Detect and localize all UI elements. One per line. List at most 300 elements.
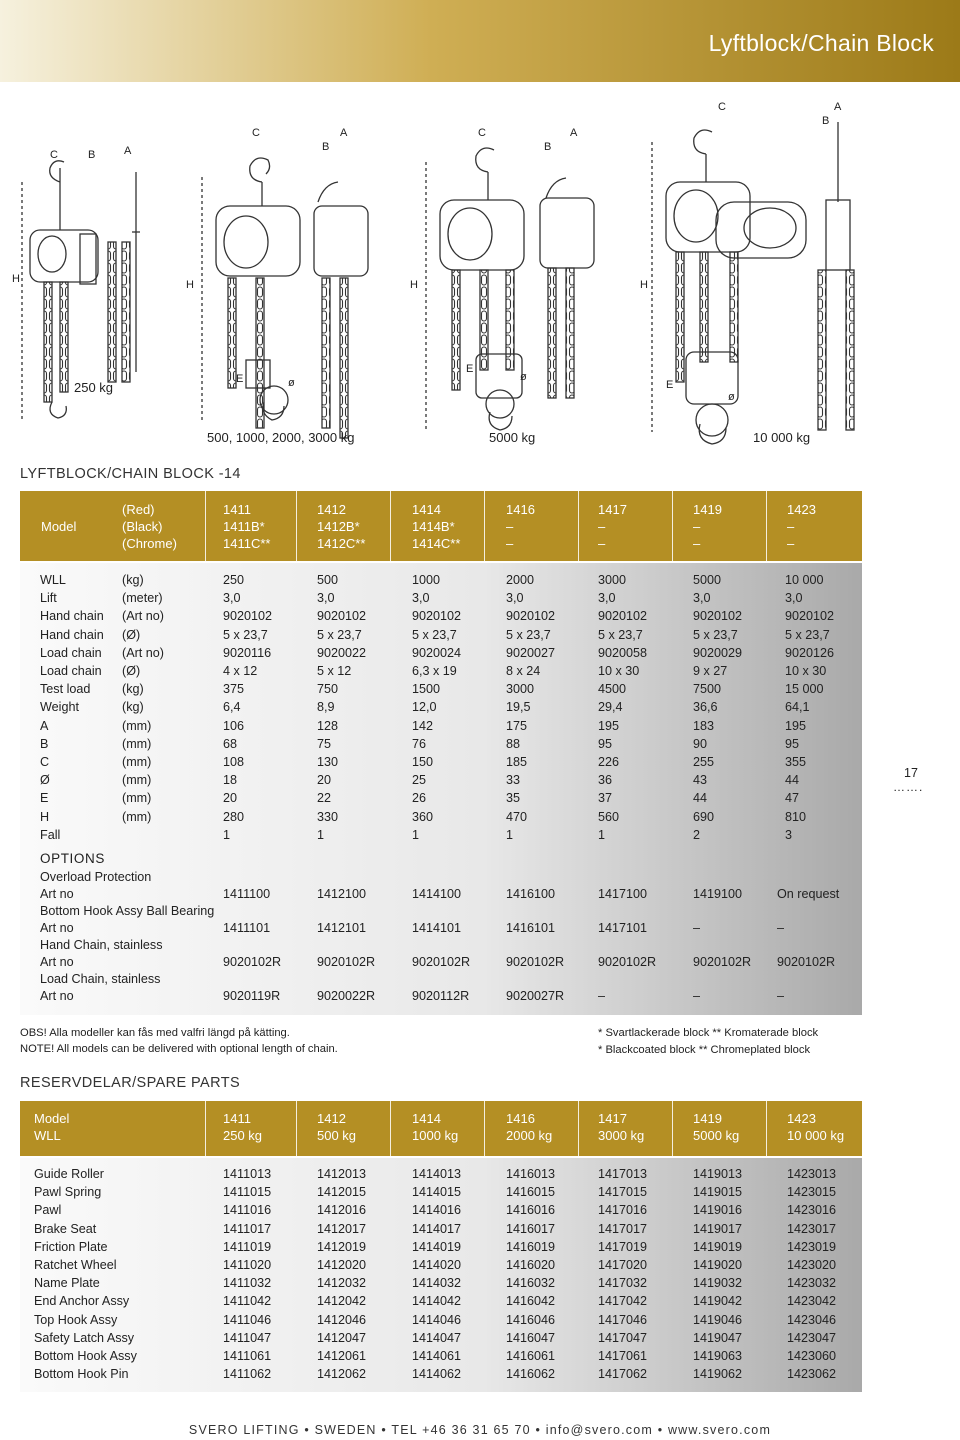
- spare-cell: 1416062: [506, 1367, 556, 1382]
- spec-cell: 9020116: [223, 645, 272, 660]
- option-cell: –: [598, 989, 606, 1003]
- spare-cell: 1414032: [412, 1276, 462, 1291]
- caption-5000kg: 5000 kg: [489, 430, 536, 445]
- caption-250kg: 250 kg: [74, 380, 114, 395]
- spare-section-title: RESERVDELAR/SPARE PARTS: [20, 1075, 241, 1091]
- spare-model-cell: 1411: [223, 1111, 251, 1126]
- spec-cell: 128: [317, 718, 339, 733]
- spare-header: [20, 1101, 862, 1156]
- spare-cell: 1412042: [317, 1294, 367, 1309]
- block-500-3000kg-drawing: [202, 158, 368, 438]
- spec-cell: 26: [412, 791, 427, 806]
- spec-cell: 9020102: [412, 609, 462, 624]
- footer-contact: SVERO LIFTING • SWEDEN • TEL +46 36 31 65 70 • info@svero.com • www.svero.com: [188, 1423, 772, 1437]
- spare-row-label: Pawl: [34, 1203, 62, 1218]
- spec-cell: 108: [223, 755, 245, 769]
- spare-cell: 1416042: [506, 1294, 556, 1309]
- spec-cell: 142: [412, 718, 434, 733]
- option-art-label: Art no: [40, 989, 74, 1003]
- spec-cell: 90: [693, 736, 708, 751]
- spare-cell: 1414016: [412, 1203, 462, 1218]
- spec-cell: 44: [693, 791, 708, 806]
- spec-row-unit: (kg): [122, 573, 144, 587]
- spec-cell: 106: [223, 718, 245, 733]
- spec-cell: 37: [598, 791, 613, 806]
- spec-row-label: C: [40, 755, 50, 769]
- spare-cell: 1423042: [787, 1294, 837, 1309]
- spare-cell: 1414062: [412, 1367, 462, 1382]
- note-finish-en: * Blackcoated block ** Chromeplated block: [598, 1044, 811, 1056]
- spec-cell: 1: [412, 827, 420, 842]
- spare-cell: 1423047: [787, 1330, 837, 1345]
- label-a: A: [570, 127, 578, 139]
- spare-cell: 1419062: [693, 1367, 743, 1382]
- spare-cell: 1416015: [506, 1185, 556, 1200]
- spec-cell: 20: [317, 773, 332, 788]
- spec-cell: 9020102: [223, 609, 273, 624]
- spare-cell: 1411015: [223, 1185, 272, 1200]
- spec-row-label: B: [40, 736, 49, 751]
- spare-cell: 1412020: [317, 1258, 367, 1272]
- spec-cell: 5 x 23,7: [598, 627, 643, 642]
- spec-cell: 8,9: [317, 700, 335, 715]
- spec-cell: 3,0: [506, 591, 524, 606]
- label-c: C: [50, 149, 58, 161]
- caption-500-3000kg: 500, 1000, 2000, 3000 kg: [207, 430, 355, 445]
- spec-cell: 183: [693, 718, 715, 733]
- spec-row-label: H: [40, 809, 50, 824]
- spare-cell: 1423016: [787, 1203, 837, 1218]
- variant-chrome: (Chrome): [122, 536, 177, 551]
- spare-wll-label: WLL: [34, 1128, 61, 1143]
- spec-row-label: Fall: [40, 827, 61, 842]
- spec-row-label: Ø: [40, 773, 50, 788]
- spec-cell: 330: [317, 809, 339, 824]
- model-cell: 1423: [787, 502, 816, 517]
- spec-cell: 690: [693, 809, 715, 824]
- spare-cell: 1417020: [598, 1258, 648, 1272]
- spare-cell: 1412047: [317, 1330, 367, 1345]
- spare-cell: 1412015: [317, 1185, 367, 1200]
- model-cell: 1416: [506, 502, 535, 517]
- model-cell: –: [506, 519, 514, 534]
- option-cell: 1419100: [693, 887, 743, 901]
- option-cell: 1417100: [598, 887, 648, 901]
- spare-model-cell: 1419: [693, 1111, 722, 1126]
- spec-table-body: [20, 563, 862, 1015]
- spare-cell: 1412017: [317, 1221, 367, 1236]
- spec-cell: 1000: [412, 573, 441, 587]
- spare-cell: 1417013: [598, 1167, 648, 1181]
- option-title: Overload Protection: [40, 870, 152, 884]
- spec-cell: 255: [693, 755, 715, 769]
- option-cell: On request: [777, 887, 840, 901]
- spec-cell: 9020102: [598, 609, 648, 624]
- spare-cell: 1411046: [223, 1312, 272, 1327]
- spare-cell: 1416032: [506, 1276, 556, 1291]
- spec-cell: 6,4: [223, 700, 241, 715]
- spare-model-cell: 1414: [412, 1111, 441, 1126]
- spec-row-unit: (mm): [122, 718, 152, 733]
- spec-cell: 20: [223, 791, 238, 806]
- spec-row-label: Load chain: [40, 664, 102, 678]
- spec-row-label: WLL: [40, 573, 66, 587]
- spare-cell: 1411062: [223, 1367, 272, 1382]
- spec-cell: 10 x 30: [785, 664, 827, 678]
- label-e: E: [236, 373, 244, 385]
- spare-model-cell: 1417: [598, 1111, 627, 1126]
- spec-row-label: Hand chain: [40, 609, 104, 624]
- label-h: H: [186, 279, 194, 291]
- spec-cell: 25: [412, 773, 427, 788]
- option-cell: –: [693, 921, 701, 935]
- spec-row-unit: (Ø): [122, 627, 141, 642]
- model-cell: 1412C**: [317, 536, 366, 551]
- model-cell: 1419: [693, 502, 722, 517]
- spec-cell: 43: [693, 773, 708, 788]
- option-cell: 9020119R: [223, 989, 281, 1003]
- spare-model-label: Model: [34, 1111, 70, 1126]
- spare-cell: 1423020: [787, 1258, 837, 1272]
- model-cell: 1412B*: [317, 519, 360, 534]
- spare-cell: 1417032: [598, 1276, 648, 1291]
- spec-row-unit: (kg): [122, 682, 144, 697]
- spare-model-cell: 1412: [317, 1111, 346, 1126]
- spec-cell: 5000: [693, 573, 722, 587]
- spec-cell: 2000: [506, 573, 535, 587]
- spare-cell: 1419016: [693, 1203, 743, 1218]
- spare-row-label: Pawl Spring: [34, 1185, 102, 1200]
- spare-cell: 1414020: [412, 1258, 462, 1272]
- spec-cell: 1: [598, 827, 606, 842]
- spec-cell: 88: [506, 736, 521, 751]
- model-cell: 1411B*: [223, 519, 265, 534]
- spare-cell: 1417016: [598, 1203, 648, 1218]
- model-cell: 1414B*: [412, 519, 455, 534]
- model-cell: –: [506, 536, 514, 551]
- spec-cell: 1: [317, 827, 325, 842]
- spare-row-label: Top Hook Assy: [34, 1312, 118, 1327]
- spec-cell: 175: [506, 718, 528, 733]
- spare-cell: 1417047: [598, 1330, 648, 1345]
- spare-cell: 1414061: [412, 1349, 462, 1363]
- spec-cell: 3,0: [412, 591, 430, 606]
- page-number: 17: [904, 766, 918, 780]
- spare-cell: 1411019: [223, 1239, 272, 1254]
- spare-cell: 1414013: [412, 1167, 462, 1181]
- spec-cell: 10 000: [785, 573, 824, 587]
- spare-row-label: End Anchor Assy: [34, 1294, 130, 1309]
- spec-cell: 5 x 23,7: [785, 627, 830, 642]
- spare-cell: 1416019: [506, 1239, 556, 1254]
- page-title: Lyftblock/Chain Block: [708, 30, 934, 56]
- spec-cell: 9 x 27: [693, 664, 728, 678]
- spec-cell: 3,0: [693, 591, 711, 606]
- spare-table-body: [20, 1158, 862, 1392]
- spare-cell: 1411032: [223, 1276, 272, 1291]
- option-cell: 9020102R: [412, 955, 471, 969]
- spec-cell: 44: [785, 773, 800, 788]
- spec-cell: 3,0: [317, 591, 335, 606]
- option-cell: 9020102R: [693, 955, 752, 969]
- spare-cell: 1414046: [412, 1312, 462, 1327]
- spec-cell: 250: [223, 573, 245, 587]
- option-cell: 9020027R: [506, 989, 565, 1003]
- model-cell: 1411C**: [223, 536, 271, 551]
- spec-cell: 9020102: [785, 609, 835, 624]
- spec-cell: 150: [412, 755, 434, 769]
- spec-cell: 75: [317, 736, 332, 751]
- label-c: C: [252, 127, 260, 139]
- spec-model-header: [20, 491, 862, 561]
- variant-black: (Black): [122, 519, 163, 534]
- spare-cell: 1411061: [223, 1349, 272, 1363]
- spare-row-label: Brake Seat: [34, 1221, 97, 1236]
- spec-cell: 15 000: [785, 682, 824, 697]
- model-cell: 1412: [317, 502, 346, 517]
- spare-cell: 1417042: [598, 1294, 648, 1309]
- spec-cell: 195: [785, 718, 807, 733]
- spec-cell: 9020027: [506, 645, 556, 660]
- spec-cell: 3,0: [223, 591, 241, 606]
- spec-cell: 64,1: [785, 700, 810, 715]
- option-cell: 1414100: [412, 887, 462, 901]
- spare-cell: 1417019: [598, 1239, 648, 1254]
- spec-cell: 750: [317, 682, 339, 697]
- spec-row-unit: (meter): [122, 591, 163, 606]
- spec-cell: 195: [598, 718, 620, 733]
- spec-cell: 226: [598, 755, 620, 769]
- spare-wll-cell: 5000 kg: [693, 1128, 740, 1143]
- model-cell: –: [598, 519, 606, 534]
- option-cell: 1412101: [317, 921, 367, 935]
- label-e: E: [466, 363, 474, 375]
- spare-model-cell: 1423: [787, 1111, 816, 1126]
- chain-block-drawings: [0, 82, 960, 454]
- spare-row-label: Bottom Hook Pin: [34, 1367, 129, 1382]
- option-cell: 1416101: [506, 921, 556, 935]
- spec-cell: 10 x 30: [598, 664, 640, 678]
- spare-cell: 1416047: [506, 1330, 556, 1345]
- spec-row-label: Lift: [40, 591, 57, 606]
- model-cell: 1414: [412, 502, 441, 517]
- spare-cell: 1419063: [693, 1349, 743, 1363]
- label-a: A: [834, 101, 842, 113]
- spare-wll-cell: 2000 kg: [506, 1128, 553, 1143]
- spec-cell: 1500: [412, 682, 441, 697]
- label-c: C: [478, 127, 486, 139]
- spare-wll-cell: 10 000 kg: [787, 1128, 845, 1143]
- option-cell: –: [777, 921, 785, 935]
- spec-cell: 500: [317, 573, 339, 587]
- option-art-label: Art no: [40, 921, 74, 935]
- spec-cell: 470: [506, 809, 528, 824]
- spec-cell: 355: [785, 755, 807, 769]
- spare-cell: 1416013: [506, 1167, 556, 1181]
- spare-cell: 1412013: [317, 1167, 367, 1181]
- label-h: H: [12, 273, 20, 285]
- spare-cell: 1419046: [693, 1312, 743, 1327]
- model-cell: 1414C**: [412, 536, 461, 551]
- spare-cell: 1414042: [412, 1294, 462, 1309]
- page-header: [0, 0, 960, 82]
- option-cell: 1414101: [412, 921, 462, 935]
- model-cell: –: [787, 536, 795, 551]
- spec-cell: 5 x 12: [317, 664, 352, 678]
- label-dia: ø: [288, 377, 295, 389]
- spec-cell: 5 x 23,7: [693, 627, 738, 642]
- spare-cell: 1414047: [412, 1330, 462, 1345]
- spare-cell: 1417062: [598, 1367, 648, 1382]
- spare-model-cell: 1416: [506, 1111, 535, 1126]
- spare-row-label: Bottom Hook Assy: [34, 1349, 137, 1363]
- spare-cell: 1416017: [506, 1221, 556, 1236]
- option-cell: 9020102R: [223, 955, 282, 969]
- label-b: B: [88, 149, 96, 161]
- option-cell: 1416100: [506, 887, 556, 901]
- spec-cell: 375: [223, 682, 245, 697]
- spare-wll-cell: 1000 kg: [412, 1128, 459, 1143]
- spec-cell: 76: [412, 736, 427, 751]
- spare-cell: 1411016: [223, 1203, 272, 1218]
- spec-cell: 95: [785, 736, 800, 751]
- spare-cell: 1412016: [317, 1203, 367, 1218]
- spec-cell: 29,4: [598, 700, 623, 715]
- spec-row-unit: (Art no): [122, 645, 164, 660]
- spec-row-unit: (mm): [122, 736, 152, 751]
- spec-row-label: Test load: [40, 682, 91, 697]
- model-cell: 1417: [598, 502, 627, 517]
- spare-cell: 1416016: [506, 1203, 556, 1218]
- option-art-label: Art no: [40, 955, 74, 969]
- label-b: B: [544, 141, 552, 153]
- spare-cell: 1419019: [693, 1239, 743, 1254]
- spec-row-unit: (mm): [122, 791, 152, 806]
- label-h: H: [410, 279, 418, 291]
- spare-cell: 1419013: [693, 1167, 743, 1181]
- option-title: Load Chain, stainless: [40, 972, 161, 986]
- spare-cell: 1423017: [787, 1221, 837, 1236]
- label-dia: ø: [728, 391, 735, 403]
- spec-cell: 47: [785, 791, 800, 806]
- spec-row-label: E: [40, 791, 49, 806]
- spec-cell: 1: [506, 827, 514, 842]
- label-c: C: [718, 101, 726, 113]
- spec-cell: 19,5: [506, 700, 531, 715]
- spare-wll-cell: 500 kg: [317, 1128, 357, 1143]
- spec-cell: 1: [223, 827, 231, 842]
- spare-cell: 1417017: [598, 1221, 648, 1236]
- spec-cell: 4 x 12: [223, 664, 258, 678]
- spare-row-label: Safety Latch Assy: [34, 1330, 135, 1345]
- spec-row-label: A: [40, 718, 49, 733]
- spare-cell: 1423032: [787, 1276, 837, 1291]
- spare-cell: 1419042: [693, 1294, 743, 1309]
- spec-cell: 5 x 23,7: [412, 627, 457, 642]
- label-h: H: [640, 279, 648, 291]
- spare-cell: 1412032: [317, 1276, 367, 1291]
- model-cell: –: [693, 536, 701, 551]
- note-en: NOTE! All models can be delivered with optional length of chain.: [20, 1043, 338, 1055]
- spare-cell: 1411020: [223, 1258, 272, 1272]
- spec-section-title: LYFTBLOCK/CHAIN BLOCK -14: [20, 466, 241, 482]
- spec-cell: 5 x 23,7: [317, 627, 362, 642]
- spare-row-label: Friction Plate: [34, 1239, 108, 1254]
- spec-cell: 2: [693, 827, 701, 842]
- label-a: A: [124, 145, 132, 157]
- spare-cell: 1419017: [693, 1221, 743, 1236]
- spec-cell: 5 x 23,7: [223, 627, 268, 642]
- option-art-label: Art no: [40, 887, 74, 901]
- spec-cell: 36: [598, 773, 613, 788]
- spec-row-label: Weight: [40, 700, 79, 715]
- spec-row-unit: (Art no): [122, 609, 164, 624]
- spare-cell: 1423062: [787, 1367, 837, 1382]
- spare-cell: 1417046: [598, 1312, 648, 1327]
- spec-cell: 36,6: [693, 700, 718, 715]
- spec-cell: 9020058: [598, 645, 648, 660]
- spec-row-unit: (mm): [122, 809, 152, 824]
- spare-cell: 1419020: [693, 1258, 743, 1272]
- spare-cell: 1423015: [787, 1185, 837, 1200]
- spec-cell: 8 x 24: [506, 664, 541, 678]
- spec-cell: 4500: [598, 682, 627, 697]
- spare-cell: 1416061: [506, 1349, 556, 1363]
- model-cell: –: [598, 536, 606, 551]
- spec-cell: 3: [785, 827, 793, 842]
- spec-cell: 360: [412, 809, 434, 824]
- option-cell: 9020102R: [598, 955, 657, 969]
- spare-cell: 1412061: [317, 1349, 367, 1363]
- spec-cell: 280: [223, 809, 245, 824]
- spare-cell: 1423046: [787, 1312, 837, 1327]
- spec-cell: 22: [317, 791, 332, 806]
- spec-cell: 18: [223, 773, 238, 788]
- option-cell: 9020022R: [317, 989, 376, 1003]
- spare-wll-cell: 250 kg: [223, 1128, 263, 1143]
- spec-row-unit: (kg): [122, 700, 144, 715]
- block-5000kg-drawing: [426, 148, 594, 432]
- spare-wll-cell: 3000 kg: [598, 1128, 645, 1143]
- label-a: A: [340, 127, 348, 139]
- spec-cell: 9020022: [317, 645, 367, 660]
- options-title: OPTIONS: [40, 851, 105, 866]
- option-cell: –: [777, 989, 785, 1003]
- label-e: E: [666, 379, 674, 391]
- spare-row-label: Guide Roller: [34, 1167, 104, 1181]
- spec-cell: 810: [785, 809, 807, 824]
- spec-cell: 3000: [598, 573, 627, 587]
- spare-row-label: Ratchet Wheel: [34, 1258, 117, 1272]
- option-cell: 1417101: [598, 921, 648, 935]
- spare-cell: 1417061: [598, 1349, 648, 1363]
- spare-cell: 1417015: [598, 1185, 648, 1200]
- spare-cell: 1411042: [223, 1294, 272, 1309]
- note-obs: OBS! Alla modeller kan fås med valfri längd på kätting.: [20, 1027, 290, 1039]
- spec-cell: 560: [598, 809, 620, 824]
- label-dia: ø: [520, 371, 527, 383]
- spare-cell: 1423013: [787, 1167, 837, 1181]
- spare-cell: 1412019: [317, 1239, 367, 1254]
- spare-cell: 1419015: [693, 1185, 743, 1200]
- spec-cell: 3000: [506, 682, 535, 697]
- option-cell: 1412100: [317, 887, 367, 901]
- label-b: B: [322, 141, 330, 153]
- option-cell: –: [693, 989, 701, 1003]
- option-title: Bottom Hook Assy Ball Bearing: [40, 904, 215, 918]
- spec-cell: 9020102: [506, 609, 556, 624]
- spec-cell: 9020126: [785, 645, 835, 660]
